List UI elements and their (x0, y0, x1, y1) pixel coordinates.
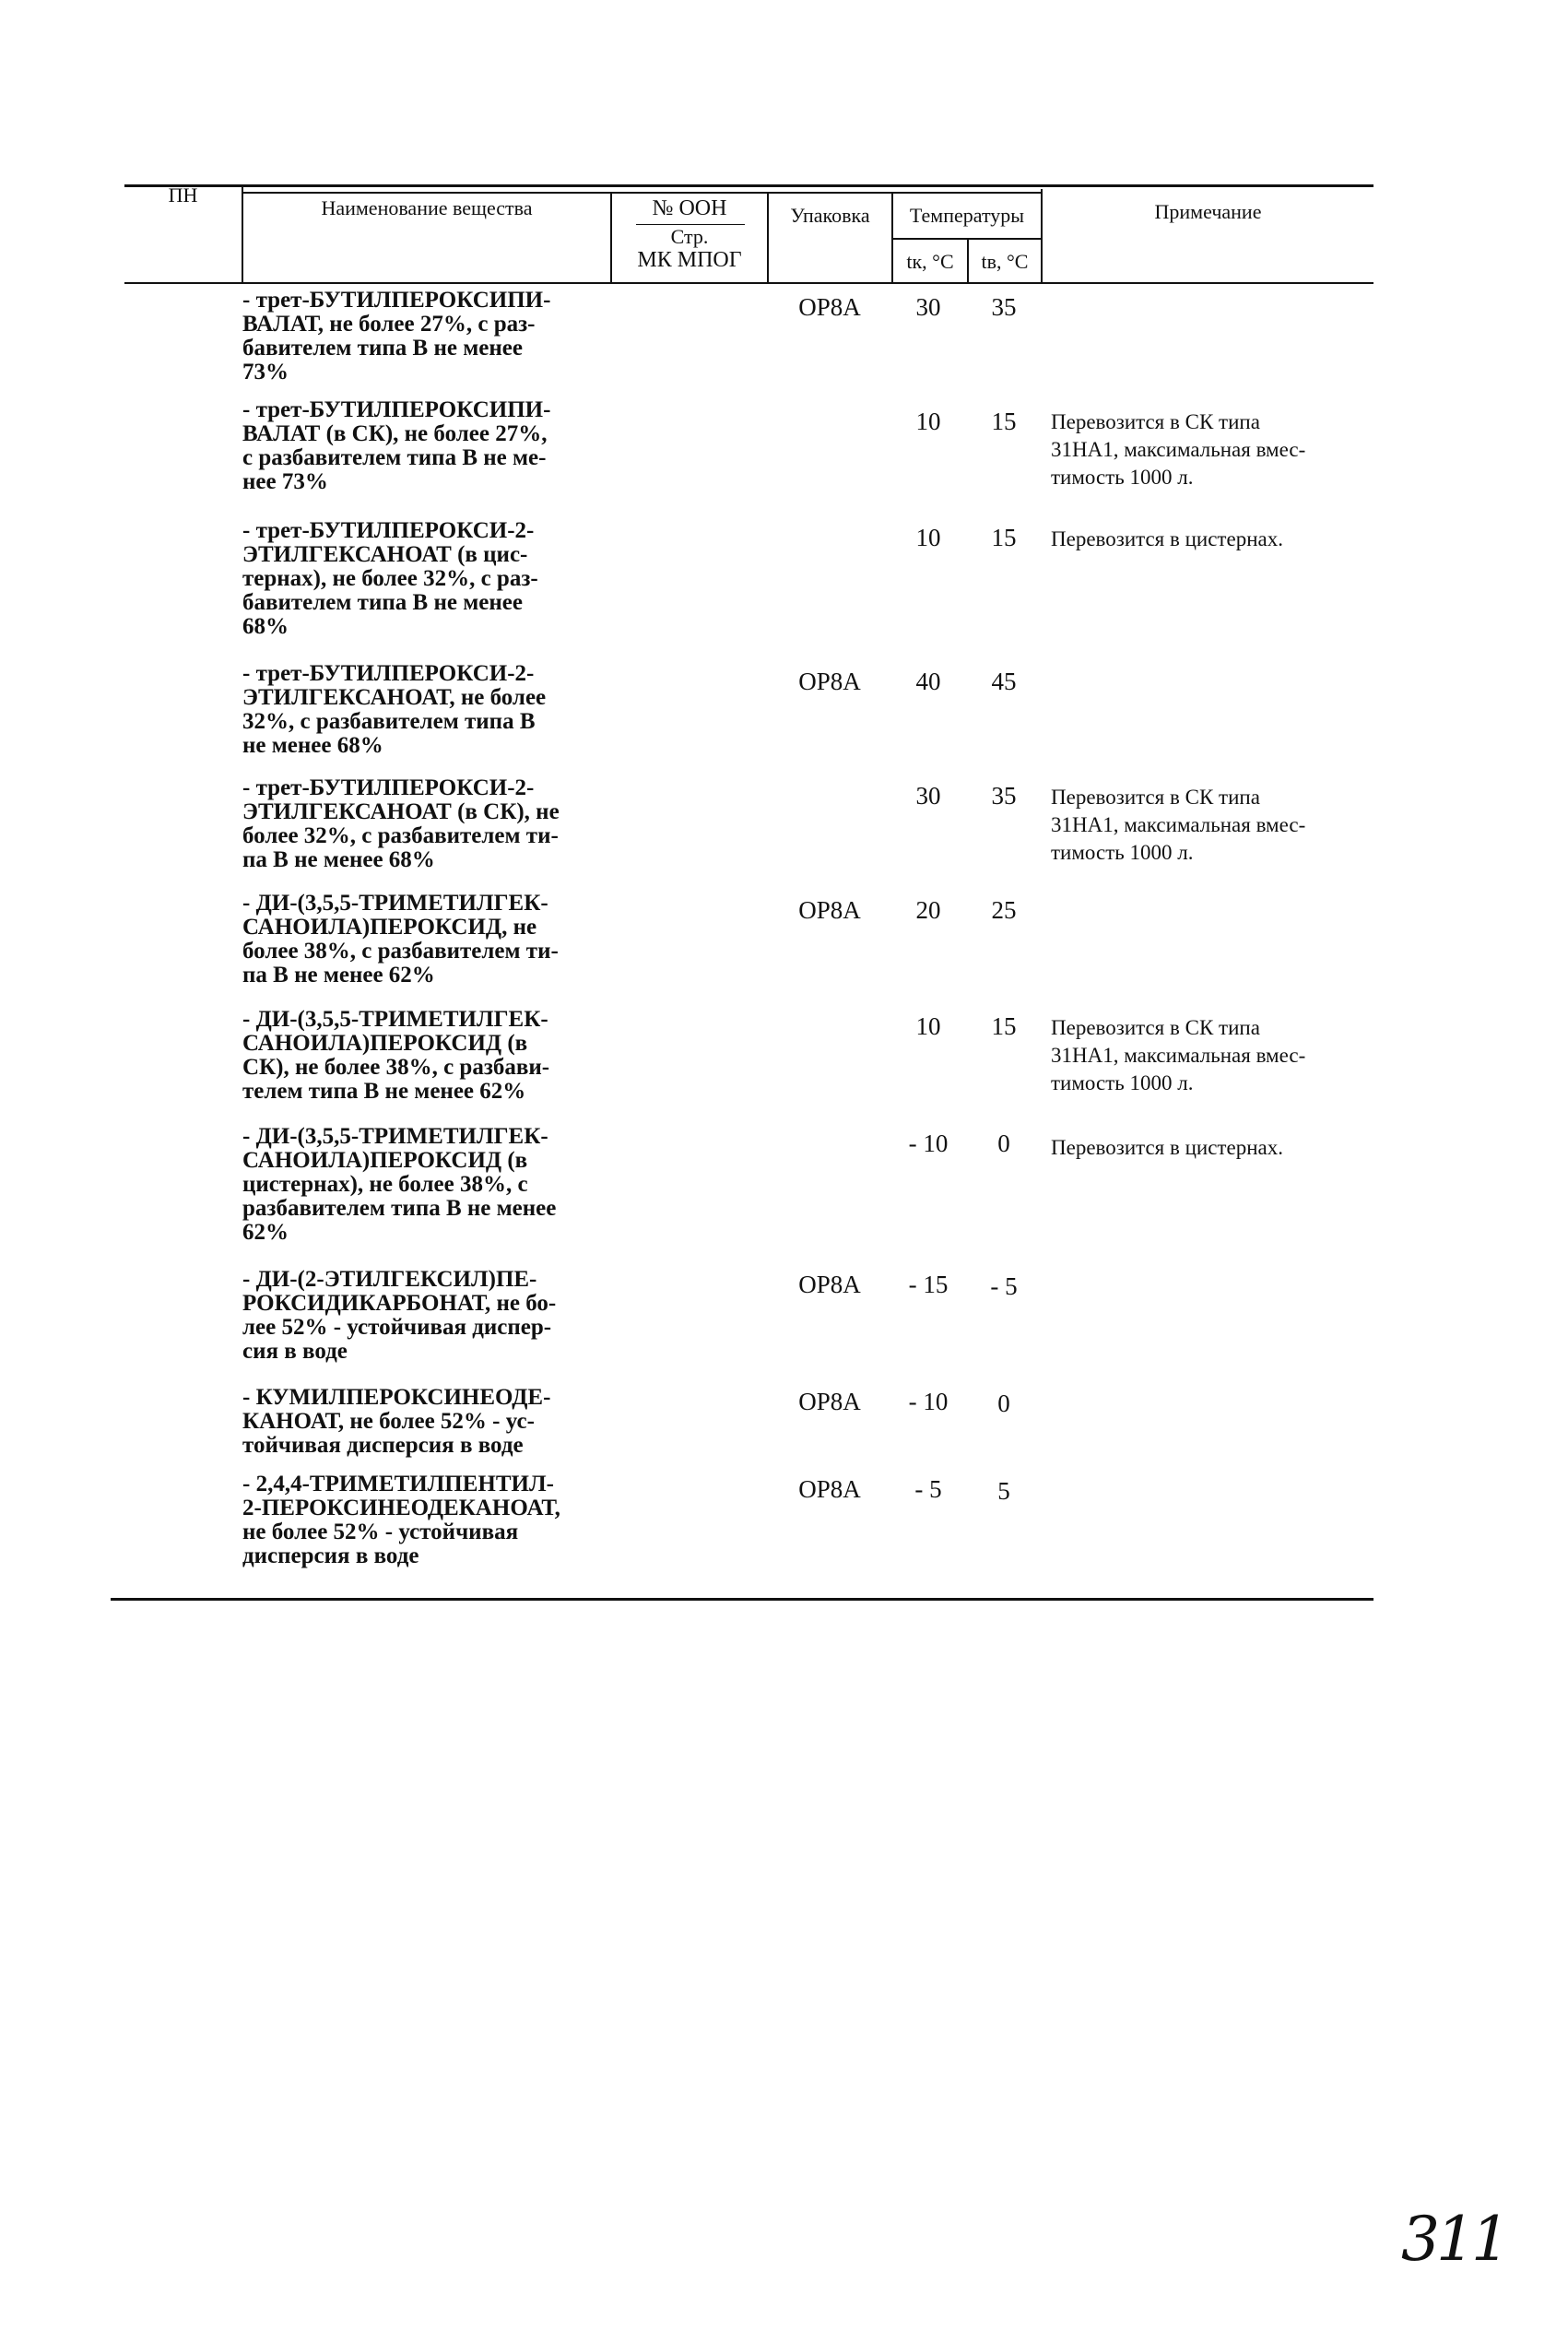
t-control-value: 10 (915, 408, 941, 435)
header-subrule-un (242, 192, 1042, 194)
header-page-ref-2: МК МПОГ (637, 248, 742, 272)
header-page-ref-1: Стр. (670, 225, 709, 248)
t-emergency-value: 35 (991, 293, 1017, 321)
substance-name: - ДИ-(3,5,5-ТРИМЕТИЛГЕК- САНОИЛА)ПЕРОКСИД (в СК), не более 38%, с разбави- телем типа В не менее 62% (242, 1007, 550, 1104)
packaging-value: OP8A (798, 1271, 861, 1298)
t-control-value: 20 (915, 896, 941, 924)
note-text: Перевозится в цистернах. (1051, 1136, 1283, 1159)
substance-name: - трет-БУТИЛПЕРОКСИ-2- ЭТИЛГЕКСАНОАТ (в цис- тернах), не более 32%, с раз- бавителем типа В не менее 68% (242, 518, 538, 639)
page-number: 311 (1401, 2204, 1506, 2275)
t-control-value: 40 (915, 668, 941, 695)
note-text: Перевозится в СК типа 31НА1, максимальная вмес- тимость 1000 л. (1051, 786, 1306, 864)
packaging-value: OP8A (798, 668, 861, 695)
header-subrule-temp (891, 238, 1041, 240)
packaging-value: OP8A (798, 1475, 861, 1503)
substance-name: - ДИ-(2-ЭТИЛГЕКСИЛ)ПЕ- РОКСИДИКАРБОНАТ, не бо- лее 52% - устойчивая диспер- сия в воде (242, 1267, 557, 1364)
substance-name: - ДИ-(3,5,5-ТРИМЕТИЛГЕК- САНОИЛА)ПЕРОКСИД (в цистернах), не более 38%, с разбавителем типа В не менее 62% (242, 1124, 557, 1245)
header-note: Примечание (1154, 200, 1262, 223)
t-control-value: - 10 (908, 1130, 949, 1157)
header-bottom-rule (124, 282, 1373, 284)
t-emergency-value: 15 (991, 1012, 1017, 1040)
t-emergency-value: 45 (991, 668, 1017, 695)
packaging-value: OP8A (798, 1388, 861, 1415)
t-emergency-value: 25 (991, 896, 1017, 924)
table-bottom-rule (111, 1598, 1373, 1601)
note-text: Перевозится в цистернах. (1051, 527, 1283, 550)
t-control-value: 30 (915, 293, 941, 321)
substance-name: - трет-БУТИЛПЕРОКСИ-2- ЭТИЛГЕКСАНОАТ (в СК), не более 32%, с разбавителем ти- па В не менее 68% (242, 775, 560, 872)
t-emergency-value: 15 (991, 524, 1017, 551)
table-top-rule (124, 184, 1373, 187)
note-text: Перевозится в СК типа 31НА1, максимальная вмес- тимость 1000 л. (1051, 1016, 1306, 1094)
t-emergency-value: 15 (991, 408, 1017, 435)
header-t-control: tк, °C (906, 250, 954, 273)
packaging-value: OP8A (798, 293, 861, 321)
t-control-value: 30 (915, 782, 941, 810)
header-substance-name: Наименование вещества (321, 196, 533, 219)
t-emergency-value: 0 (997, 1130, 1010, 1157)
packaging-value: OP8A (798, 896, 861, 924)
header-un-number: № ООН (652, 196, 727, 220)
header-temperatures: Температуры (909, 204, 1025, 227)
substance-name: - трет-БУТИЛПЕРОКСИПИ- ВАЛАТ (в СК), не более 27%, с разбавителем типа В не ме- нее 73% (242, 397, 551, 494)
t-control-value: - 5 (914, 1475, 942, 1503)
t-control-value: 10 (915, 1012, 941, 1040)
t-control-value: - 15 (908, 1271, 949, 1298)
header-packaging: Упаковка (790, 204, 870, 227)
substance-name: - трет-БУТИЛПЕРОКСИ-2- ЭТИЛГЕКСАНОАТ, не более 32%, с разбавителем типа В не менее 68% (242, 661, 547, 758)
substance-name: - ДИ-(3,5,5-ТРИМЕТИЛГЕК- САНОИЛА)ПЕРОКСИД, не более 38%, с разбавителем ти- па В не менее 62% (242, 891, 559, 988)
substance-name: - 2,4,4-ТРИМЕТИЛПЕНТИЛ- 2-ПЕРОКСИНЕОДЕКАНОАТ, не более 52% - устойчивая дисперсия в воде (242, 1472, 560, 1568)
t-emergency-value: - 5 (990, 1272, 1018, 1300)
note-text: Перевозится в СК типа 31НА1, максимальная вмес- тимость 1000 л. (1051, 410, 1306, 489)
substance-name: - КУМИЛПЕРОКСИНЕОДЕ- КАНОАТ, не более 52% - ус- тойчивая дисперсия в воде (242, 1385, 551, 1458)
t-control-value: - 10 (908, 1388, 949, 1415)
t-emergency-value: 5 (997, 1477, 1010, 1505)
t-control-value: 10 (915, 524, 941, 551)
header-t-emergency: tв, °C (981, 250, 1029, 273)
t-emergency-value: 35 (991, 782, 1017, 810)
header-pn: ПН (168, 183, 198, 207)
t-emergency-value: 0 (997, 1390, 1010, 1417)
substance-name: - трет-БУТИЛПЕРОКСИПИ- ВАЛАТ, не более 27%, с раз- бавителем типа В не менее 73% (242, 288, 551, 384)
